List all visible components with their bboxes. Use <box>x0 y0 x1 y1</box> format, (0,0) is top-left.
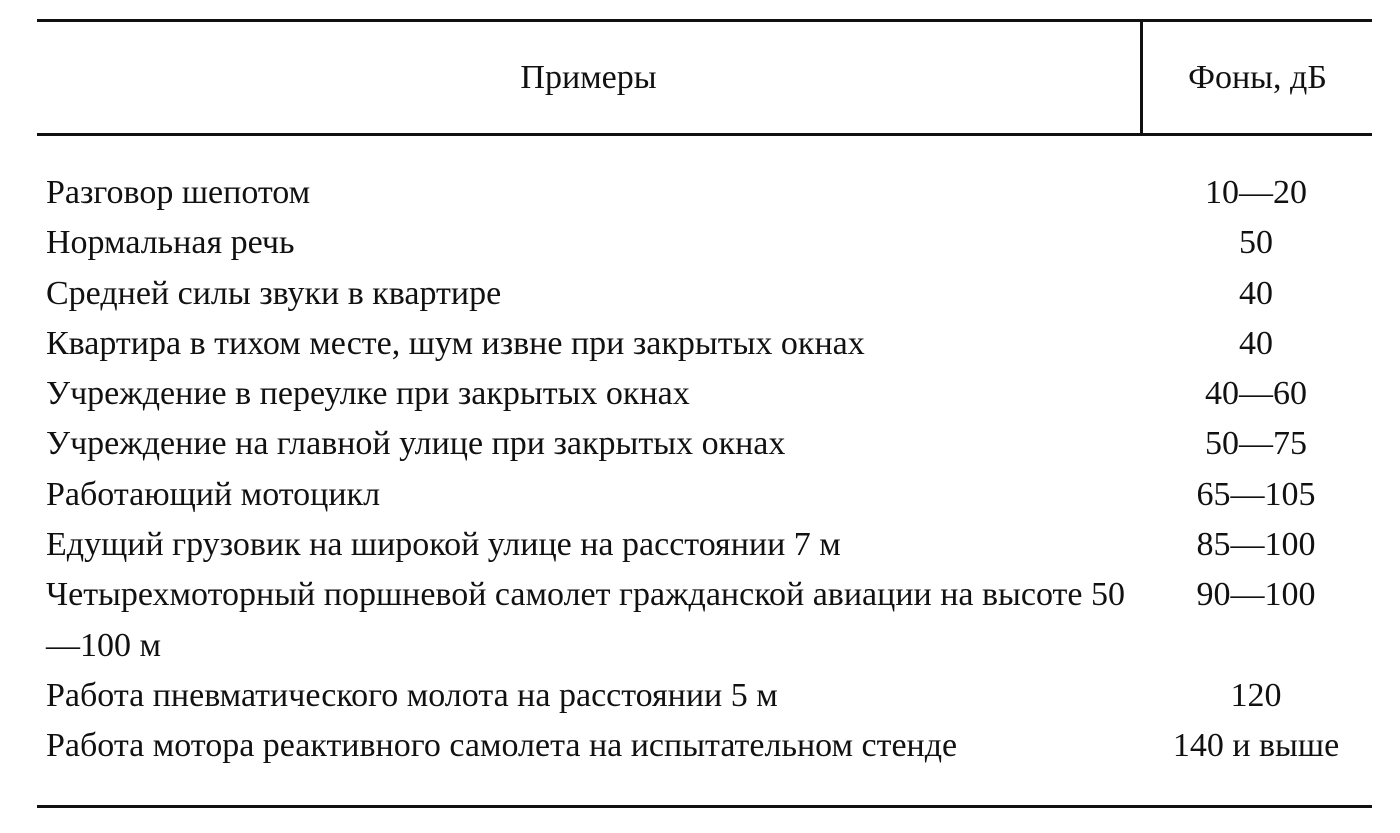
table-body <box>46 168 1372 772</box>
example-cell: Учреждение в переулке при закрытых окнах <box>46 375 690 413</box>
level-cell: 90—100 <box>1196 576 1316 614</box>
level-cell: 85—100 <box>1196 526 1316 564</box>
level-cell: 65—105 <box>1196 475 1316 513</box>
table-row <box>46 470 1372 520</box>
table-row <box>46 168 1372 218</box>
column-header-level: Фоны, дБ <box>1188 59 1327 96</box>
table-row <box>46 570 1372 671</box>
level-cell: 140 и выше <box>1172 727 1340 765</box>
example-cell: Нормальная речь <box>46 224 295 262</box>
example-cell: Разговор шепотом <box>46 174 311 211</box>
level-cell: 40 <box>1239 274 1273 312</box>
example-cell: Квартира в тихом месте, шум извне при закрытых окнах <box>46 324 865 362</box>
table-bottom-rule <box>37 805 1372 808</box>
column-header-examples: Примеры <box>520 59 657 96</box>
table-row <box>46 721 1372 771</box>
table-row <box>46 319 1372 369</box>
level-cell: 40—60 <box>1205 375 1307 413</box>
example-cell: Средней силы звуки в квартире <box>46 274 502 312</box>
table-row <box>46 269 1372 319</box>
level-cell: 50—75 <box>1205 425 1307 463</box>
level-cell: 120 <box>1230 676 1282 714</box>
level-cell: 50 <box>1239 224 1273 262</box>
example-cell: Едущий грузовик на широкой улице на расстоянии 7 м <box>46 526 841 564</box>
table-row <box>46 520 1372 570</box>
table-row <box>46 671 1372 721</box>
table-row <box>46 369 1372 419</box>
example-cell: Учреждение на главной улице при закрытых окнах <box>46 425 786 463</box>
example-cell: Работающий мотоцикл <box>46 475 381 513</box>
table-top-rule <box>37 19 1372 22</box>
table-row <box>46 218 1372 268</box>
example-cell: Работа мотора реактивного самолета на испытательном стенде <box>46 727 958 765</box>
table-row <box>46 419 1372 469</box>
header-bottom-rule <box>37 133 1372 136</box>
level-cell: 40 <box>1239 324 1273 362</box>
level-cell: 10—20 <box>1205 174 1307 211</box>
example-cell: Работа пневматического молота на расстоянии 5 м <box>46 676 778 714</box>
example-cell: Четырехмоторный поршневой самолет гражданской авиации на высоте 50—100 м <box>46 576 1125 664</box>
